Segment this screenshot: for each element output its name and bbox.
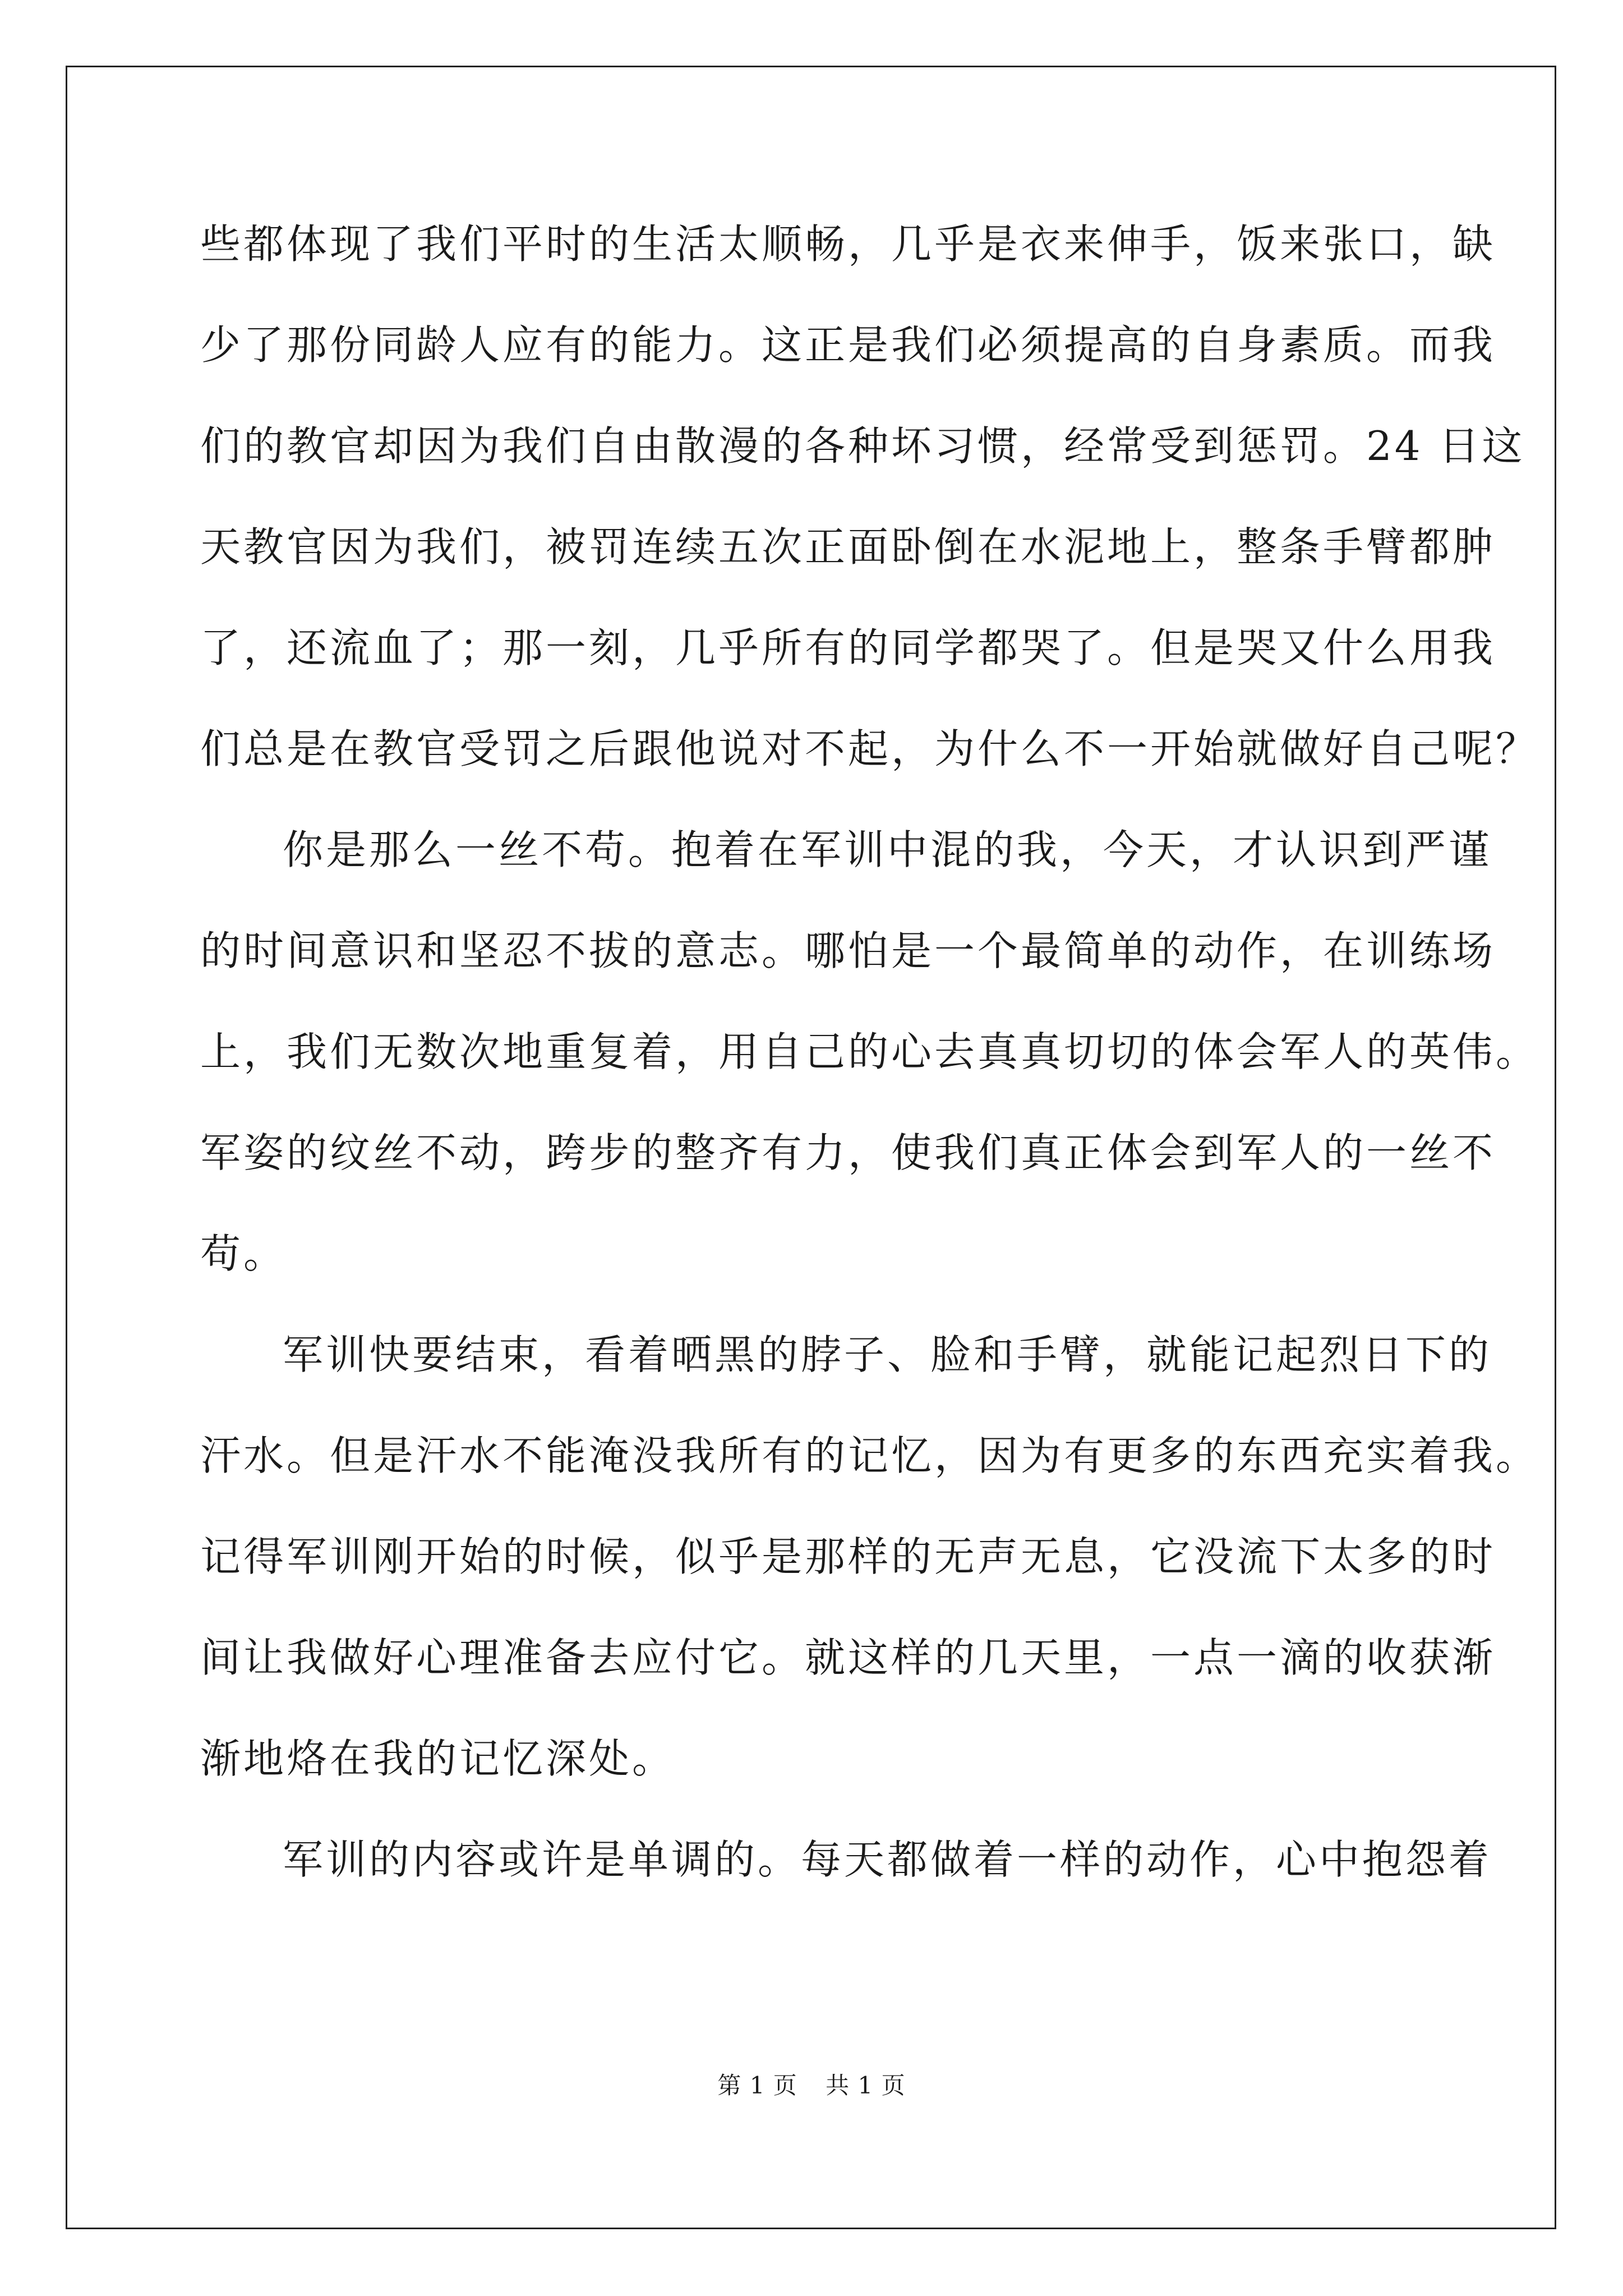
text-line: 少了那份同龄人应有的能力。这正是我们必须提高的自身素质。而我 bbox=[200, 321, 1496, 369]
text-line: 汗水。但是汗水不能淹没我所有的记忆，因为有更多的东西充实着我。 bbox=[200, 1432, 1539, 1479]
text-line: 军姿的纹丝不动，跨步的整齐有力，使我们真正体会到军人的一丝不 bbox=[200, 1129, 1496, 1176]
text-line: 些都体现了我们平时的生活太顺畅，几乎是衣来伸手，饭来张口，缺 bbox=[200, 220, 1496, 268]
page-number: 第 1 页 bbox=[717, 2072, 797, 2099]
text-line: 们总是在教官受罚之后跟他说对不起，为什么不一开始就做好自己呢？ bbox=[200, 725, 1539, 772]
paragraph-first-line: 军训的内容或许是单调的。每天都做着一样的动作，心中抱怨着 bbox=[283, 1836, 1492, 1883]
text-line: 的时间意识和坚忍不拔的意志。哪怕是一个最简单的动作，在训练场 bbox=[200, 927, 1496, 974]
paragraph-first-line: 你是那么一丝不苟。抱着在军训中混的我，今天，才认识到严谨 bbox=[283, 826, 1492, 873]
text-line: 们的教官却因为我们自由散漫的各种坏习惯，经常受到惩罚。24 日这 bbox=[200, 422, 1525, 470]
text-line: 苟。 bbox=[200, 1230, 287, 1277]
text-line: 了，还流血了；那一刻，几乎所有的同学都哭了。但是哭又什么用我 bbox=[200, 624, 1496, 671]
text-line: 天教官因为我们，被罚连续五次正面卧倒在水泥地上，整条手臂都肿 bbox=[200, 523, 1496, 570]
text-line: 间让我做好心理准备去应付它。就这样的几天里，一点一滴的收获渐 bbox=[200, 1634, 1496, 1681]
page-total: 共 1 页 bbox=[826, 2072, 906, 2099]
text-line: 上，我们无数次地重复着，用自己的心去真真切切的体会军人的英伟。 bbox=[200, 1028, 1539, 1075]
paragraph-first-line: 军训快要结束，看着晒黑的脖子、脸和手臂，就能记起烈日下的 bbox=[283, 1331, 1492, 1378]
text-line: 记得军训刚开始的时候，似乎是那样的无声无息，它没流下太多的时 bbox=[200, 1533, 1496, 1580]
page-footer bbox=[0, 2069, 1623, 2102]
text-line: 渐地烙在我的记忆深处。 bbox=[200, 1735, 676, 1782]
